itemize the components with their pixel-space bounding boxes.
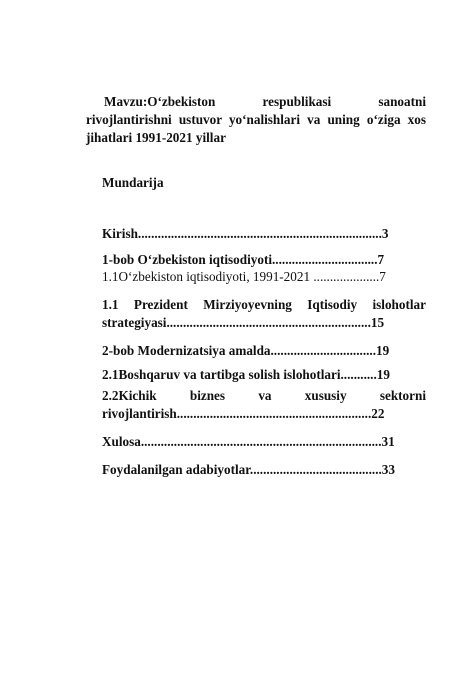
toc-entry-section-2-1: 2.1Boshqaruv va tartibga solish islohotlari...........19 xyxy=(102,367,390,382)
toc-heading: Mundarija xyxy=(102,175,164,190)
toc-entry-section-1-1-strategy: 1.1 Prezident Mirziyoyevning Iqtisodiy islohotlar strategiyasi..............................................................15 xyxy=(102,297,426,330)
toc-entry-section-1-1: 1.1O‘zbekiston iqtisodiyoti, 1991-2021 ....................7 xyxy=(102,269,386,284)
toc-entry-chapter-1: 1-bob O‘zbekiston iqtisodiyoti................................7 xyxy=(102,252,385,267)
document-title: Mavzu:O‘zbekiston respublikasi sanoatni rivojlantirishni ustuvor yo‘nalishlari va uning o‘ziga xos jihatlari 1991-2021 yillar xyxy=(86,94,426,145)
toc-entry-conclusion: Xulosa.........................................................................31 xyxy=(102,434,395,449)
toc-entry-references: Foydalanilgan adabiyotlar........................................33 xyxy=(102,462,395,477)
toc-entry-chapter-2: 2-bob Modernizatsiya amalda................................19 xyxy=(102,343,390,358)
toc-entry-section-2-2: 2.2Kichik biznes va xususiy sektorni rivojlantirish...........................................................22 xyxy=(102,388,426,421)
toc-entry-introduction: Kirish..........................................................................3 xyxy=(102,226,389,241)
